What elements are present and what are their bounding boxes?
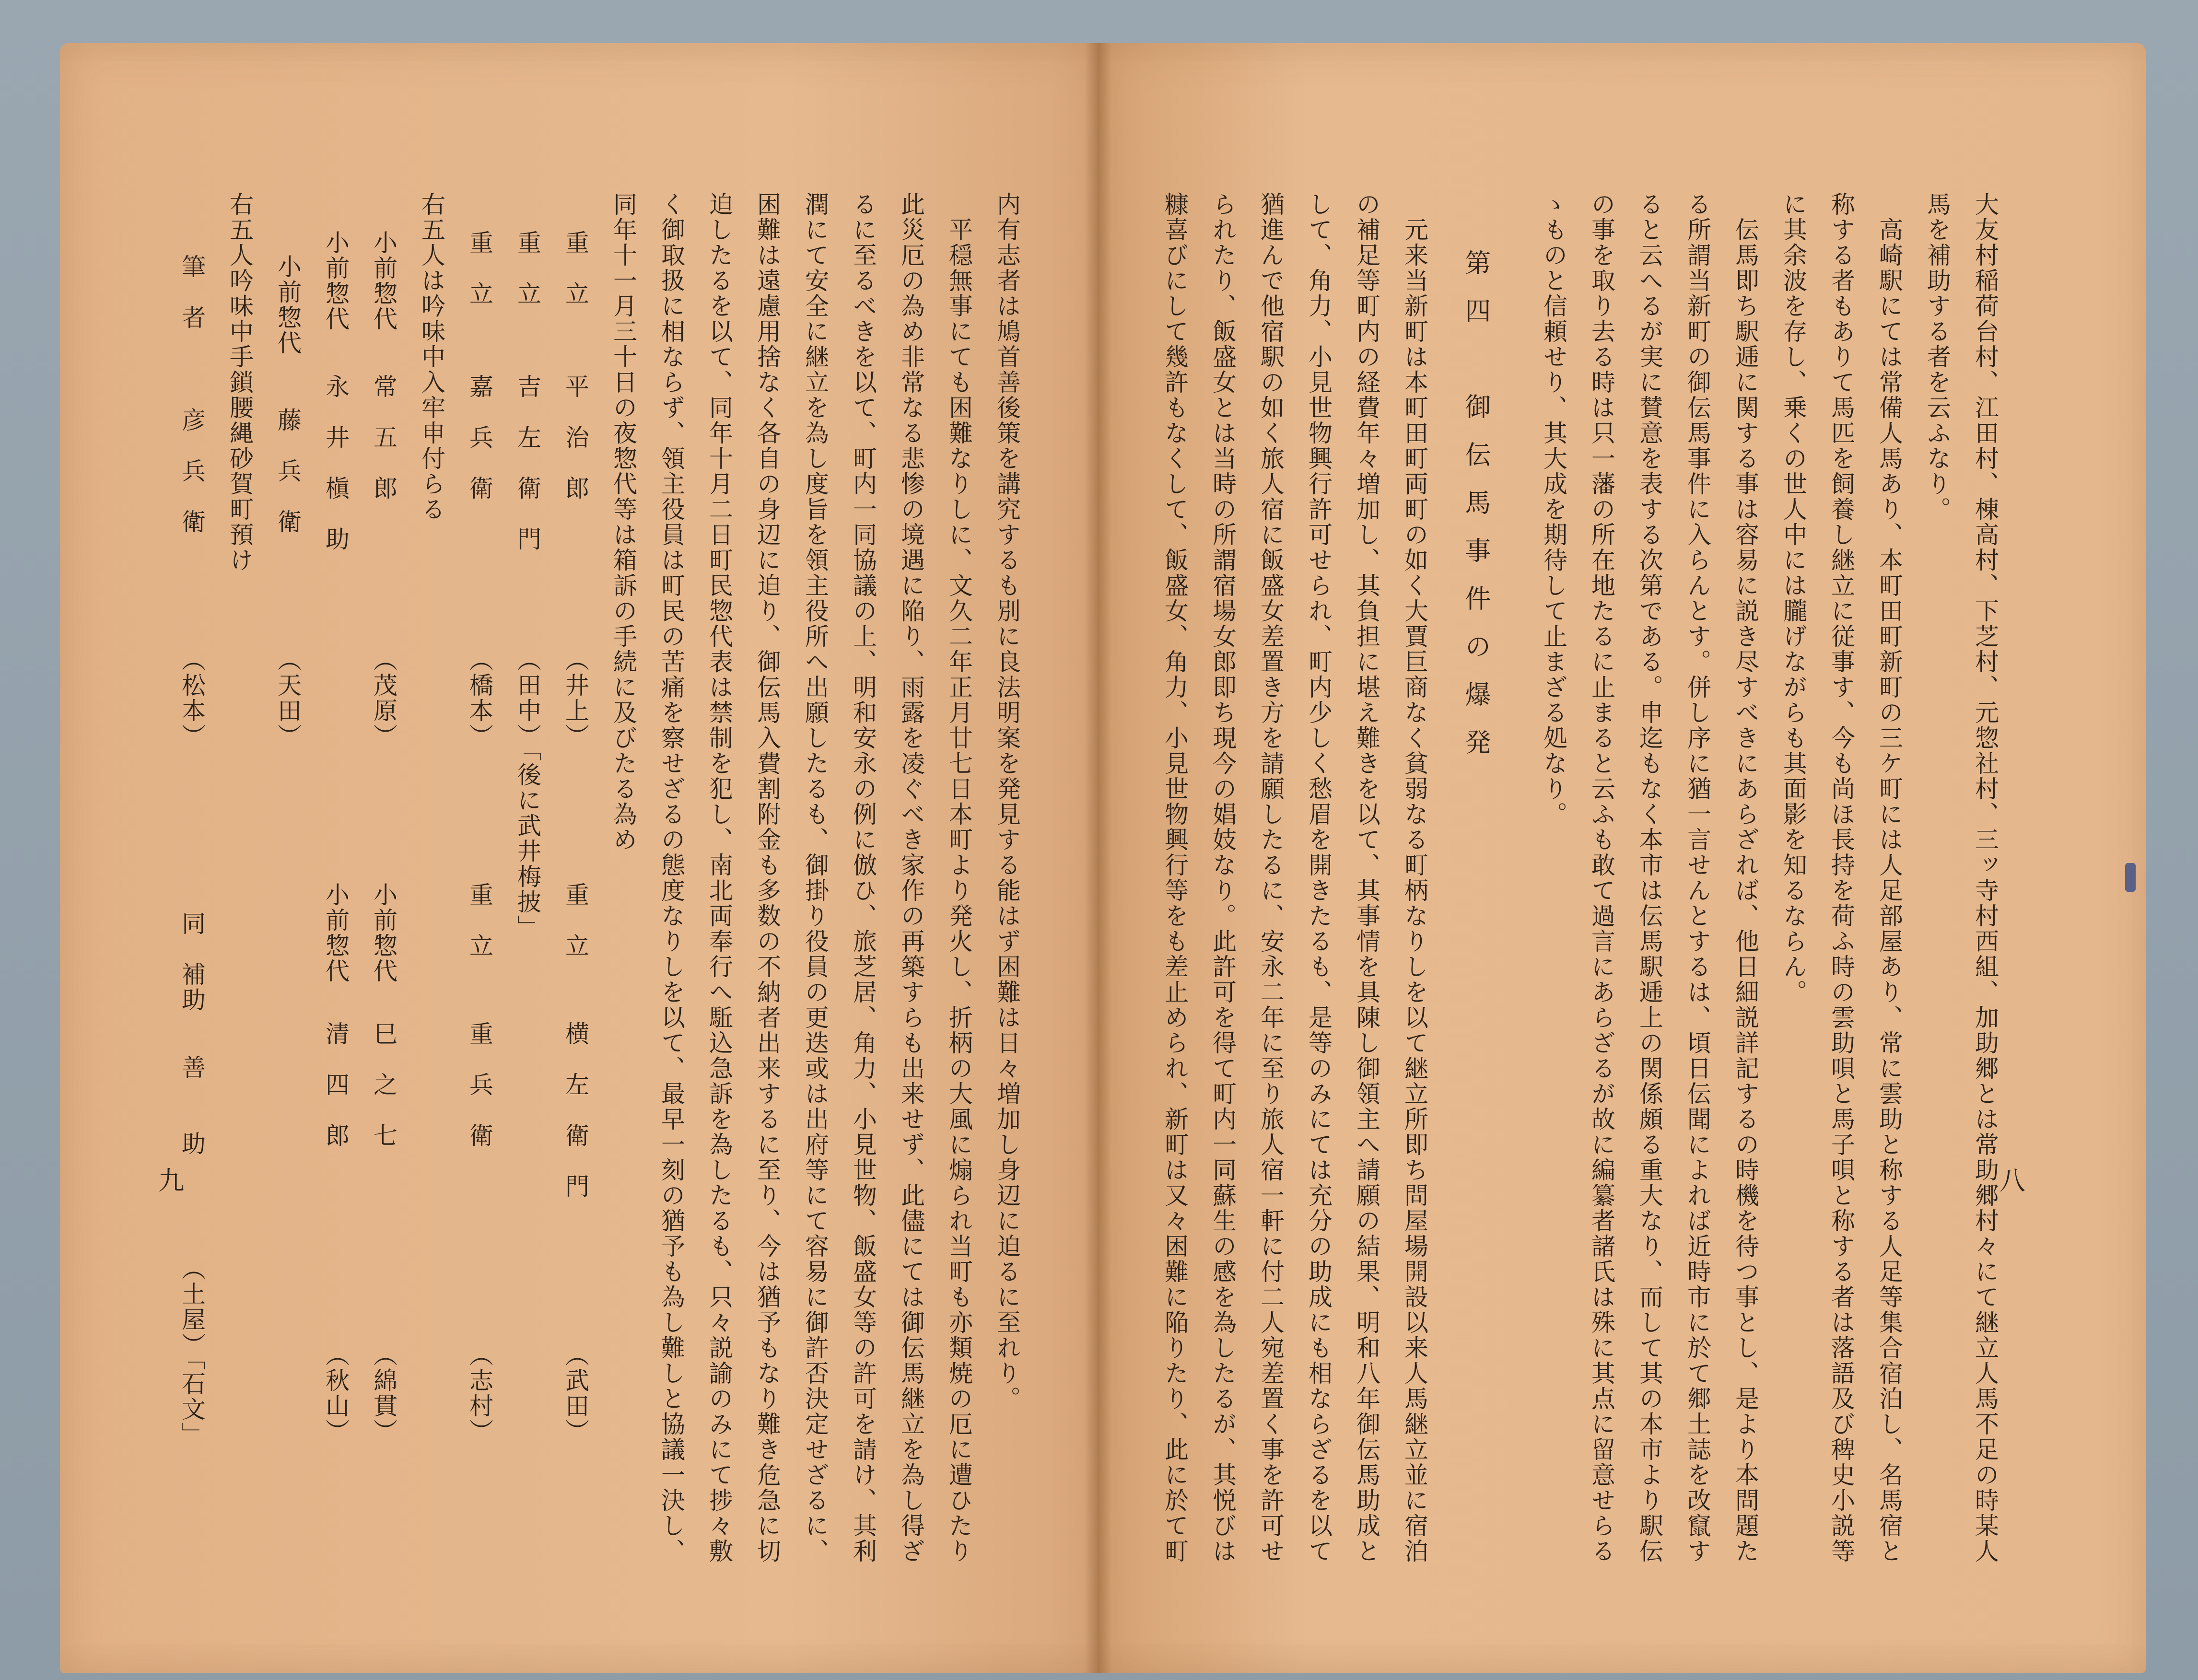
name-title: 重 立: [466, 230, 493, 306]
text-line: ゝものと信頼せり、其大成を期待して止まざる処なり。: [1540, 192, 1567, 827]
name-value: 常 五 郎: [370, 374, 398, 501]
text-line: るに至るべきを以て、町内一同協議の上、明和安永の例に倣ひ、旅芝居、角力、小見世物、飯盛女等の許可を請け、其利: [849, 192, 877, 1564]
text-line: の事を取り去る時は只一藩の所在地たるに止まると云ふも敢て過言にあらざるが故に編纂者諸氏は殊に其点に留意せらる: [1588, 192, 1615, 1564]
text-line: 潤にて安全に継立を為し度旨を領主役所へ出願したるも、御掛り役員の更迭或は出府等にて容易に御許否決定せざるに、: [801, 192, 829, 1564]
name-note: （秋山）: [322, 1342, 350, 1444]
name-note: （綿貫）: [370, 1342, 398, 1444]
name-title: 重 立: [561, 882, 589, 958]
name-value: 重 兵 衛: [466, 1021, 493, 1148]
name-value: 永 井 槇 助: [322, 374, 350, 552]
text-line: 高崎駅にては常備人馬あり、本町田町新町の三ケ町には人足部屋あり、常に雲助と称する人足等集合宿泊し、名馬宿と: [1875, 192, 1903, 1564]
text-line: 大友村稲荷台村、江田村、棟高村、下芝村、元惣社村、三ッ寺村西組、加助郷とは常助郷村々にて継立人馬不足の時某人: [1971, 192, 1999, 1564]
name-note: （土屋）「石文」: [178, 1256, 206, 1447]
text-line: ると云へるが実に賛意を表する次第である。申迄もなく本市は伝馬駅逓上の関係頗る重大なり、而して其の本市より駅伝: [1636, 192, 1663, 1564]
text-line: 内有志者は鳩首善後策を講究するも別に良法明案を発見する能はず困難は日々増加し身辺に迫るに至れり。: [993, 192, 1021, 1412]
name-title: 同 補助: [178, 911, 206, 1013]
name-note: （松本）: [178, 647, 206, 749]
text-line: る所謂当新町の御伝馬事件に入らんとす。併し序に猶一言せんとするは、頃日伝聞によれば近時市に於て郷土誌を改竄す: [1684, 192, 1711, 1564]
text-line: 猶進んで他宿駅の如く旅人宿に飯盛女差置き方を請願したるに、安永二年に至り旅人宿一軒に付二人宛差置く事を許可せ: [1257, 192, 1285, 1564]
name-note: （志村）: [466, 1342, 493, 1444]
name-value: 横 左 衛 門: [561, 1021, 589, 1199]
text-line: の補足等町内の経費年々増加し、其負担に堪え難きを以て、其事情を具陳し御領主へ請願の結果、明和八年御伝馬助成と: [1353, 192, 1380, 1564]
text-line: に其余波を存し、乗くの世人中には朧げながらも其面影を知るならん。: [1779, 192, 1807, 1005]
name-note: （茂原）: [370, 647, 398, 749]
name-note: （橋本）: [466, 647, 493, 749]
name-value: 清 四 郎: [322, 1021, 350, 1148]
book-gutter: [1085, 43, 1111, 1673]
page-number-left: 九: [158, 1166, 184, 1196]
name-value: 巳 之 七: [370, 1021, 398, 1148]
section-heading: 第四 御伝馬事件の爆発: [1461, 249, 1491, 777]
name-value: 吉 左 衛 門: [514, 374, 541, 552]
name-title: 小前惣代: [370, 882, 398, 984]
name-title: 重 立: [514, 230, 541, 306]
text-line: 糠喜びにして幾許もなくして、飯盛女、角力、小見世物興行等をも差止められ、新町は又々困難に陥りたり、此に於て町: [1161, 192, 1189, 1564]
text-line: 此災厄の為め非常なる悲惨の境遇に陥り、雨露を凌ぐべき家作の再築すらも出来せず、此儘にては御伝馬継立を為し得ざ: [897, 192, 925, 1564]
name-title: 小前惣代: [370, 230, 398, 332]
statement-line: 右五人は吟味中入牢申付らる: [418, 192, 445, 522]
name-value: 彦 兵 衛: [178, 408, 206, 535]
name-note: （武田）: [561, 1342, 589, 1444]
name-title: 小前惣代: [322, 882, 350, 984]
text-line: 困難は遠慮用捨なく各自の身辺に迫り、御伝馬入費割附金も多数の不納者出来するに至り、今は猶予もなり難き危急に切: [753, 192, 781, 1564]
text-line: 迫したるを以て、同年十月二日町民惣代表は禁制を犯し、南北両奉行へ駈込急訴を為したるも、只々説諭のみにて捗々敷: [705, 192, 733, 1564]
name-title: 小前惣代: [322, 230, 350, 332]
text-line: られたり、飯盛女とは当時の所謂宿場女郎即ち現今の娼妓なり。此許可を得て町内一同蘇生の感を為したるが、其悦びは: [1209, 192, 1237, 1564]
name-note: （井上）: [561, 647, 589, 749]
text-line: して、角力、小見世物興行許可せられ、町内少しく愁眉を開きたるも、是等のみにては充分の助成にも相ならざるを以て: [1305, 192, 1333, 1564]
text-line: 平穏無事にても困難なりしに、文久二年正月廿七日本町より発火し、折柄の大風に煽られ当町も亦類焼の厄に遭ひたり: [945, 192, 973, 1564]
name-value: 平 治 郎: [561, 374, 589, 501]
text-line: 同年十一月三十日の夜惣代等は箱訴の手続に及びたる為め: [609, 192, 637, 852]
text-line: 伝馬即ち駅逓に関する事は容易に説き尽すべきにあらざれば、他日細説詳記するの時機を待つ事とし、是より本問題た: [1731, 192, 1759, 1564]
name-note: （天田）: [274, 647, 302, 749]
name-title: 重 立: [466, 882, 493, 958]
text-line: 元来当新町は本町田町両町の如く大賈巨商なく貧弱なる町柄なりしを以て継立所即ち問屋場開設以来人馬継立並に宿泊: [1401, 192, 1428, 1564]
name-note: （田中）「後に武井梅披」: [514, 647, 541, 940]
statement-line: 右五人吟味中手鎖腰縄砂賀町預け: [226, 192, 254, 573]
name-value: 嘉 兵 衛: [466, 374, 493, 501]
name-value: 藤 兵 衛: [274, 408, 302, 535]
name-title: 筆 者: [178, 254, 206, 330]
text-line: 称する者もありて馬匹を飼養し継立に従事す、今も尚ほ長持を荷ふ時の雲助唄と馬子唄と称する者は落語及び稗史小説等: [1827, 192, 1855, 1564]
name-title: 小前惣代: [274, 254, 302, 356]
text-line: 馬を補助する者を云ふなり。: [1923, 192, 1951, 522]
name-title: 重 立: [561, 230, 589, 306]
ink-mark: [2125, 863, 2136, 892]
name-value: 善 助: [178, 1055, 206, 1156]
text-line: く御取扱に相ならず、領主役員は町民の苦痛を察せざるの態度なりしを以て、最早一刻の猶予も為し難しと協議一決し、: [657, 192, 685, 1564]
page-number-right: 八: [1999, 1166, 2025, 1196]
